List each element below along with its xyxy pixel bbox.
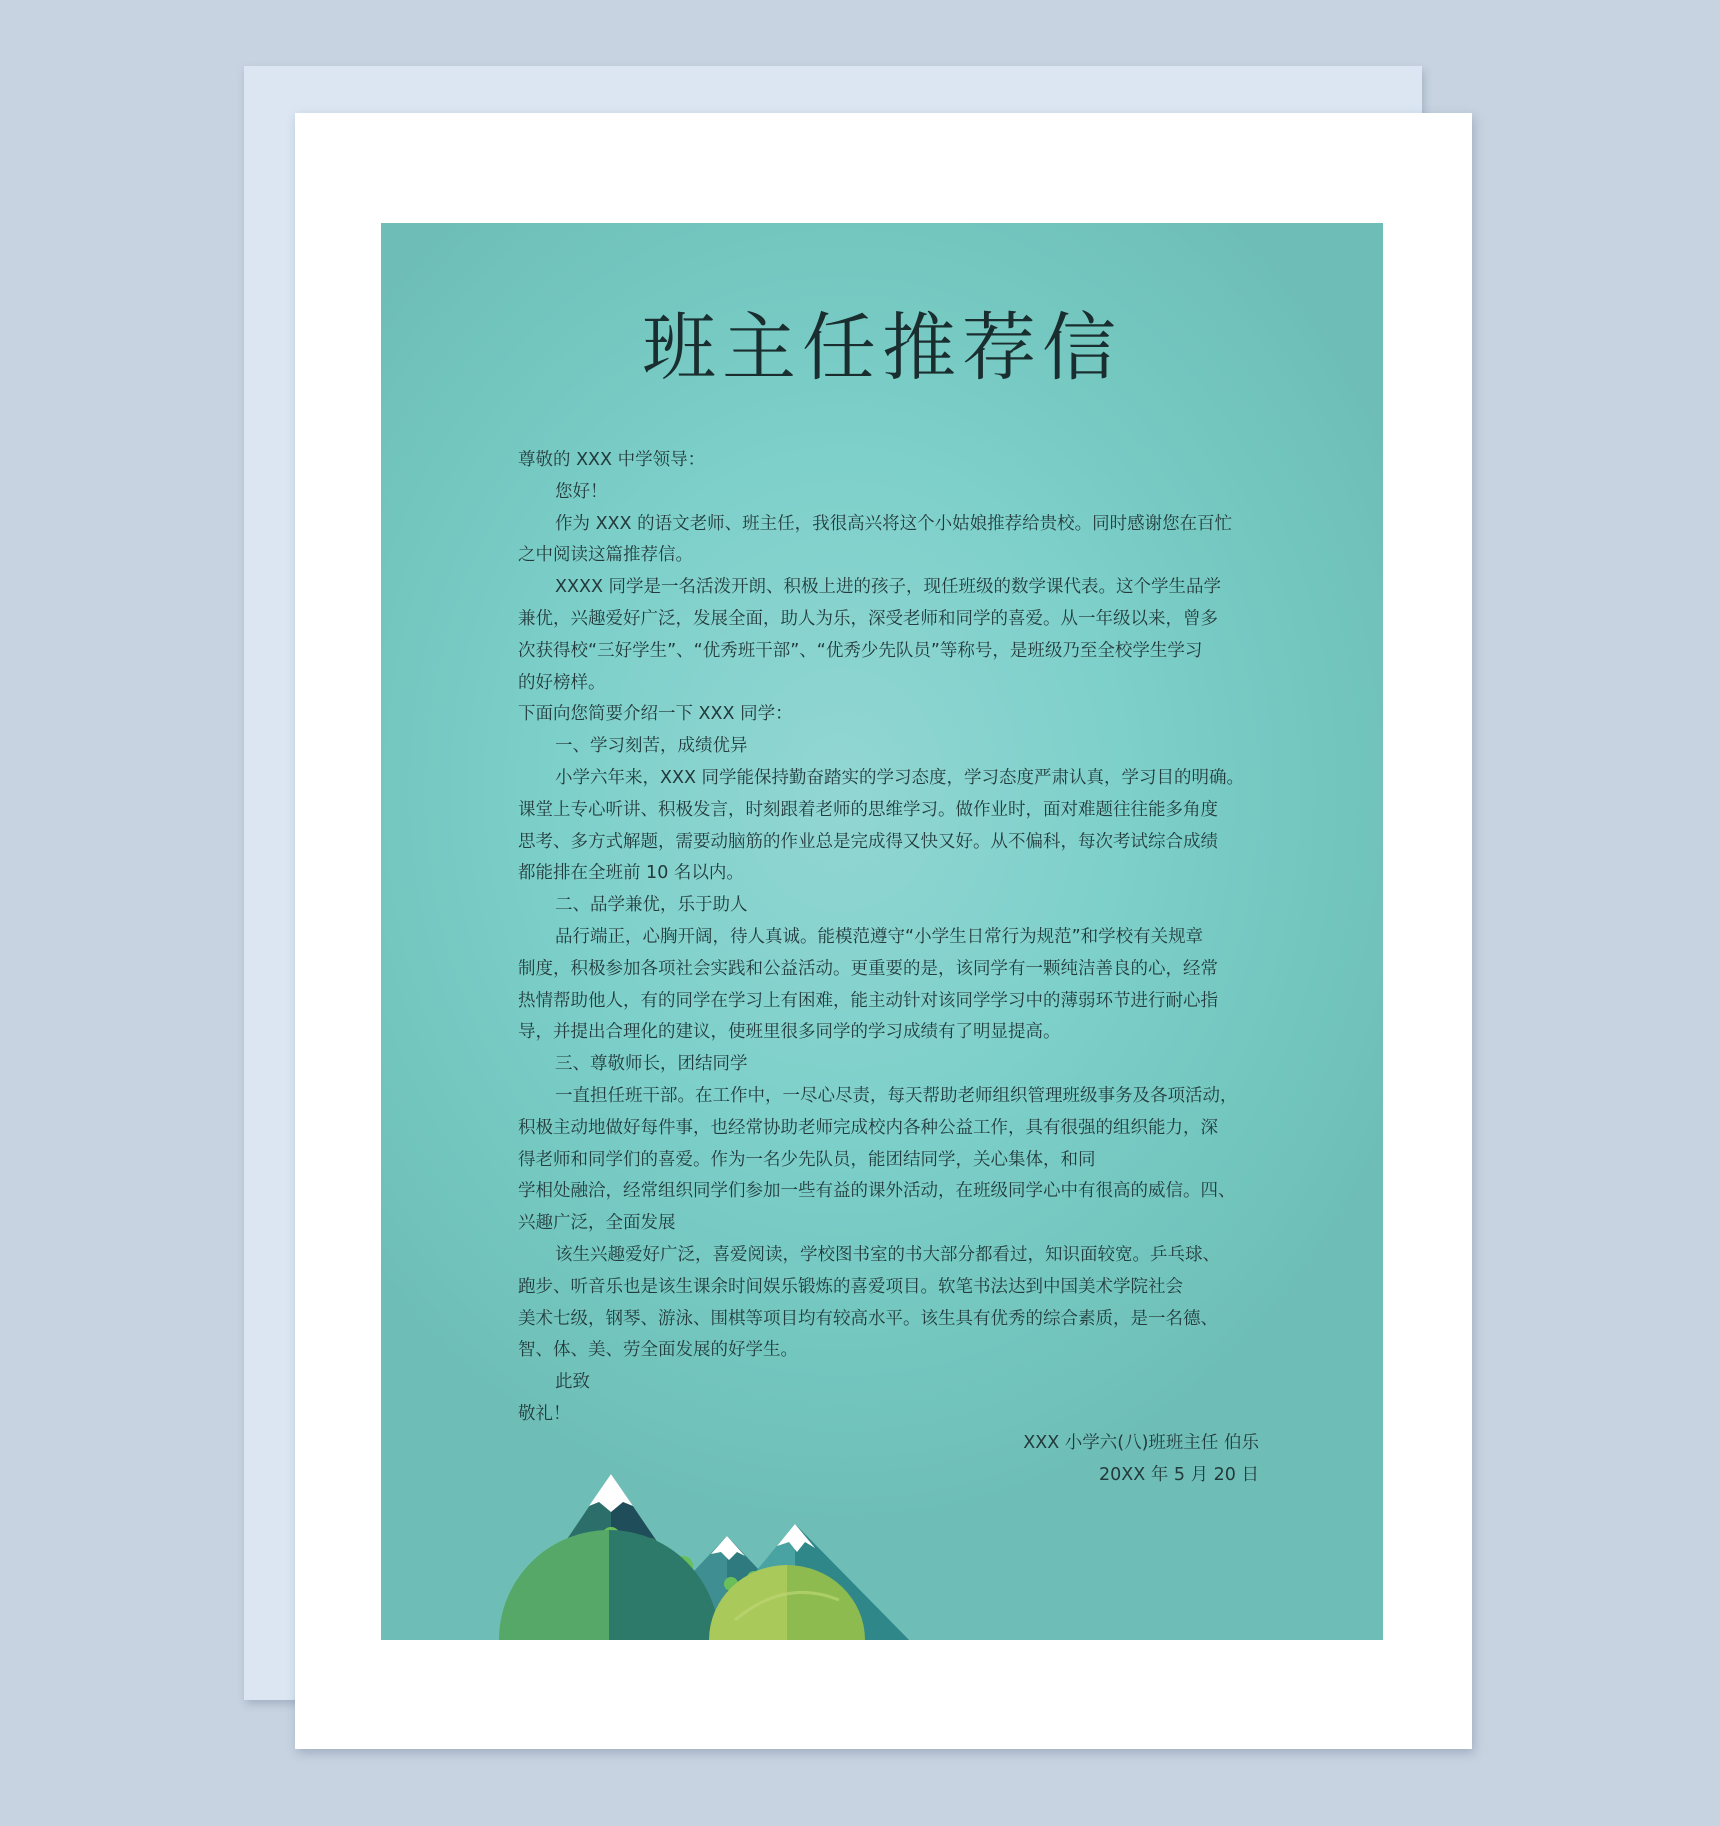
letter-line: 作为 XXX 的语文老师、班主任，我很高兴将这个小姑娘推荐给贵校。同时感谢您在百忙 [555,513,1233,534]
letter-line: 一直担任班干部。在工作中，一尽心尽责，每天帮助老师组织管理班级事务及各项活动， [555,1085,1238,1106]
letter-line: 尊敬的 XXX 中学领导： [518,450,706,470]
letter-line: 跑步、听音乐也是该生课余时间娱乐锻炼的喜爱项目。软笔书法达到中国美术学院社会 [518,1276,1183,1297]
letter-line: 思考、多方式解题，需要动脑筋的作业总是完成得又快又好。从不偏科，每次考试综合成绩 [518,831,1218,852]
section-heading: 三、尊敬师长，团结同学 [555,1054,748,1075]
closing-line: 此致 [555,1372,590,1393]
closing-line: 敬礼！ [518,1403,571,1424]
letter-line: 下面向您简要介绍一下 XXX 同学： [518,704,793,725]
letter-line: 都能排在全班前 10 名以内。 [518,863,744,884]
letter-line: 品行端正，心胸开阔，待人真诚。能模范遵守“小学生日常行为规范”和学校有关规章 [555,926,1204,947]
letter-line: 热情帮助他人，有的同学在学习上有困难，能主动针对该同学学习中的薄弱环节进行耐心指 [518,990,1218,1011]
letter-line: 学相处融洽，经常组织同学们参加一些有益的课外活动，在班级同学心中有很高的威信。四、 [518,1181,1236,1202]
letter-line: 得老师和同学们的喜爱。作为一名少先队员，能团结同学，关心集体，和同 [518,1149,1096,1170]
letter-line: 积极主动地做好每件事，也经常协助老师完成校内各种公益工作，具有很强的组织能力，深 [518,1117,1218,1138]
letter-line: 制度，积极参加各项社会实践和公益活动。更重要的是，该同学有一颗纯洁善良的心，经常 [518,958,1218,979]
letter-line: 导，并提出合理化的建议，使班里很多同学的学习成绩有了明显提高。 [518,1022,1061,1043]
letter-line: XXXX 同学是一名活泼开朗、积极上进的孩子，现任班级的数学课代表。这个学生品学 [555,577,1222,598]
letter-line: 兴趣广泛，全面发展 [518,1213,676,1234]
letter-line: 智、体、美、劳全面发展的好学生。 [518,1340,798,1361]
letter-line: 兼优，兴趣爱好广泛，发展全面，助人为乐，深受老师和同学的喜爱。从一年级以来，曾多 [518,608,1218,629]
section-heading: 二、品学兼优，乐于助人 [555,895,748,916]
letter-line: 之中阅读这篇推荐信。 [518,545,693,566]
letter-page [381,223,1383,1640]
letter-title: 班主任推荐信 [642,305,1122,391]
letter-line: 小学六年来，XXX 同学能保持勤奋踏实的学习态度，学习态度严肃认真，学习目的明确。 [555,767,1245,788]
letter-line: 的好榜样。 [518,672,606,693]
letter-line: 该生兴趣爱好广泛，喜爱阅读，学校图书室的书大部分都看过，知识面较宽。乒乓球、 [555,1244,1220,1265]
letter-line: 课堂上专心听讲、积极发言，时刻跟着老师的思维学习。做作业时，面对难题往往能多角度 [518,799,1218,820]
letter-line: 美术七级，钢琴、游泳、围棋等项目均有较高水平。该生具有优秀的综合素质，是一名德、 [518,1308,1218,1329]
letter-line: 次获得校“三好学生”、“优秀班干部”、“优秀少先队员”等称号，是班级乃至全校学生学习 [518,640,1203,661]
section-heading: 一、学习刻苦，成绩优异 [555,736,748,757]
signature: XXX 小学六(八)班班主任 伯乐 [1023,1433,1259,1453]
letter-body [518,445,1260,1431]
letter-line: 您好！ [555,481,608,502]
mountains-illustration [499,1450,909,1640]
letter-date: 20XX 年 5 月 20 日 [1099,1465,1259,1485]
